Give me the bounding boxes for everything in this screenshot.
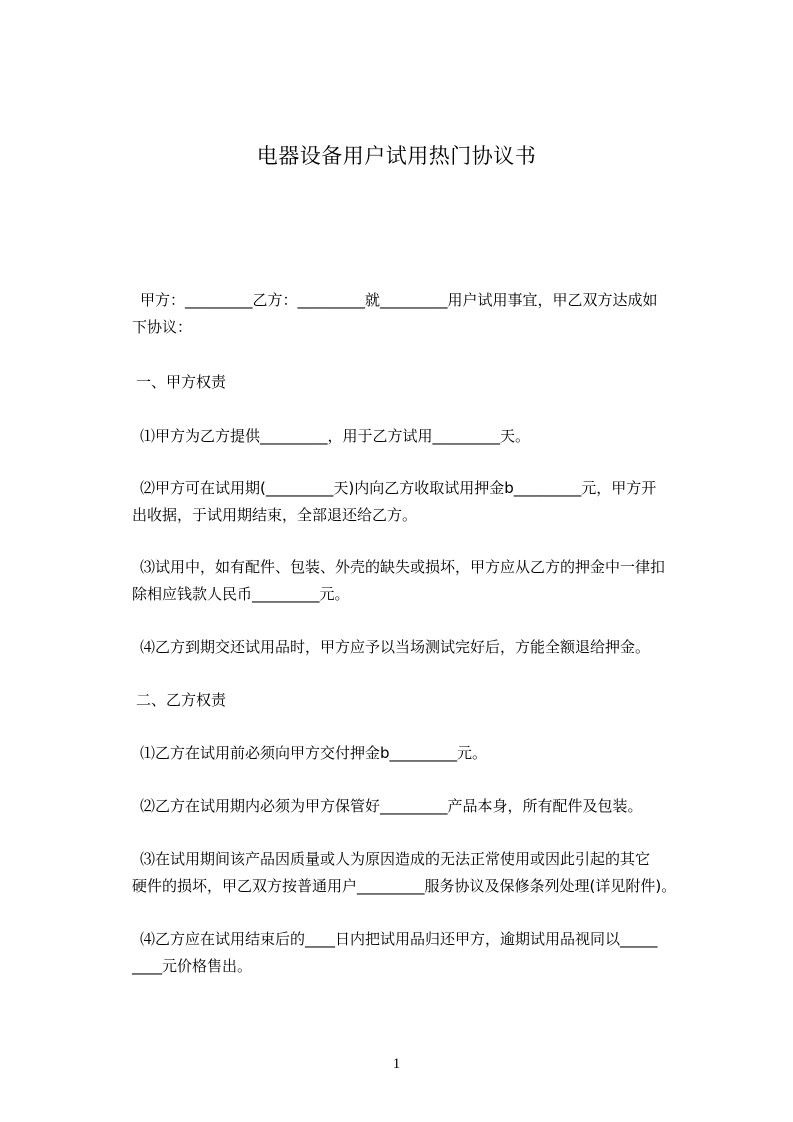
section-2-heading: 二、乙方权责 xyxy=(136,691,227,709)
section-1-item-2-line-1: ⑵甲方可在试用期(_________天)内向乙方收取试用押金b_________元，甲方开 xyxy=(140,479,657,497)
section-1-item-4-text: ⑷乙方到期交还试用品时，甲方应予以当场测试完好后，方能全额退给押金。 xyxy=(140,638,651,656)
section-2-item-4 xyxy=(132,926,712,980)
section-2-item-2-text: ⑵乙方在试用期内必须为甲方保管好_________产品本身，所有配件及包装。 xyxy=(140,797,643,815)
page-number: 1 xyxy=(392,1056,401,1072)
intro-line-1: 甲方：_________乙方：_________就_________用户试用事宜，甲乙双方达成如 xyxy=(140,291,658,309)
intro-paragraph xyxy=(132,287,712,341)
section-1-item-1 xyxy=(132,423,712,450)
section-1-item-3-line-2: 除相应钱款人民币_________元。 xyxy=(132,585,350,603)
section-2-item-4-line-2: ____元价格售出。 xyxy=(132,957,253,975)
section-1-item-2 xyxy=(132,475,712,529)
section-2-item-2 xyxy=(132,793,712,820)
section-2-item-3-line-2: 硬件的损坏，甲乙双方按普通用户_________服务协议及保修条列处理(详见附件)。 xyxy=(132,877,677,895)
section-1-item-2-line-2: 出收据，于试用期结束，全部退还给乙方。 xyxy=(132,506,418,524)
section-2-item-4-line-1: ⑷乙方应在试用结束后的____日内把试用品归还甲方，逾期试用品视同以_____ xyxy=(140,930,658,948)
section-2-item-3 xyxy=(132,846,712,900)
section-1-item-1-text: ⑴甲方为乙方提供_________，用于乙方试用_________天。 xyxy=(140,427,531,445)
section-1-item-3-line-1: ⑶试用中，如有配件、包装、外壳的缺失或损坏，甲方应从乙方的押金中一律扣 xyxy=(140,558,666,576)
intro-line-2: 下协议： xyxy=(132,318,193,336)
section-2-item-1 xyxy=(132,740,712,767)
document-title: 电器设备用户试用热门协议书 xyxy=(256,144,537,168)
section-2-item-3-line-1: ⑶在试用期间该产品因质量或人为原因造成的无法正常使用或因此引起的其它 xyxy=(140,850,651,868)
section-1-heading: 一、甲方权责 xyxy=(136,373,227,391)
section-1-item-3 xyxy=(132,554,712,608)
section-2-item-1-text: ⑴乙方在试用前必须向甲方交付押金b_________元。 xyxy=(140,744,488,762)
section-1-item-4 xyxy=(132,634,712,661)
